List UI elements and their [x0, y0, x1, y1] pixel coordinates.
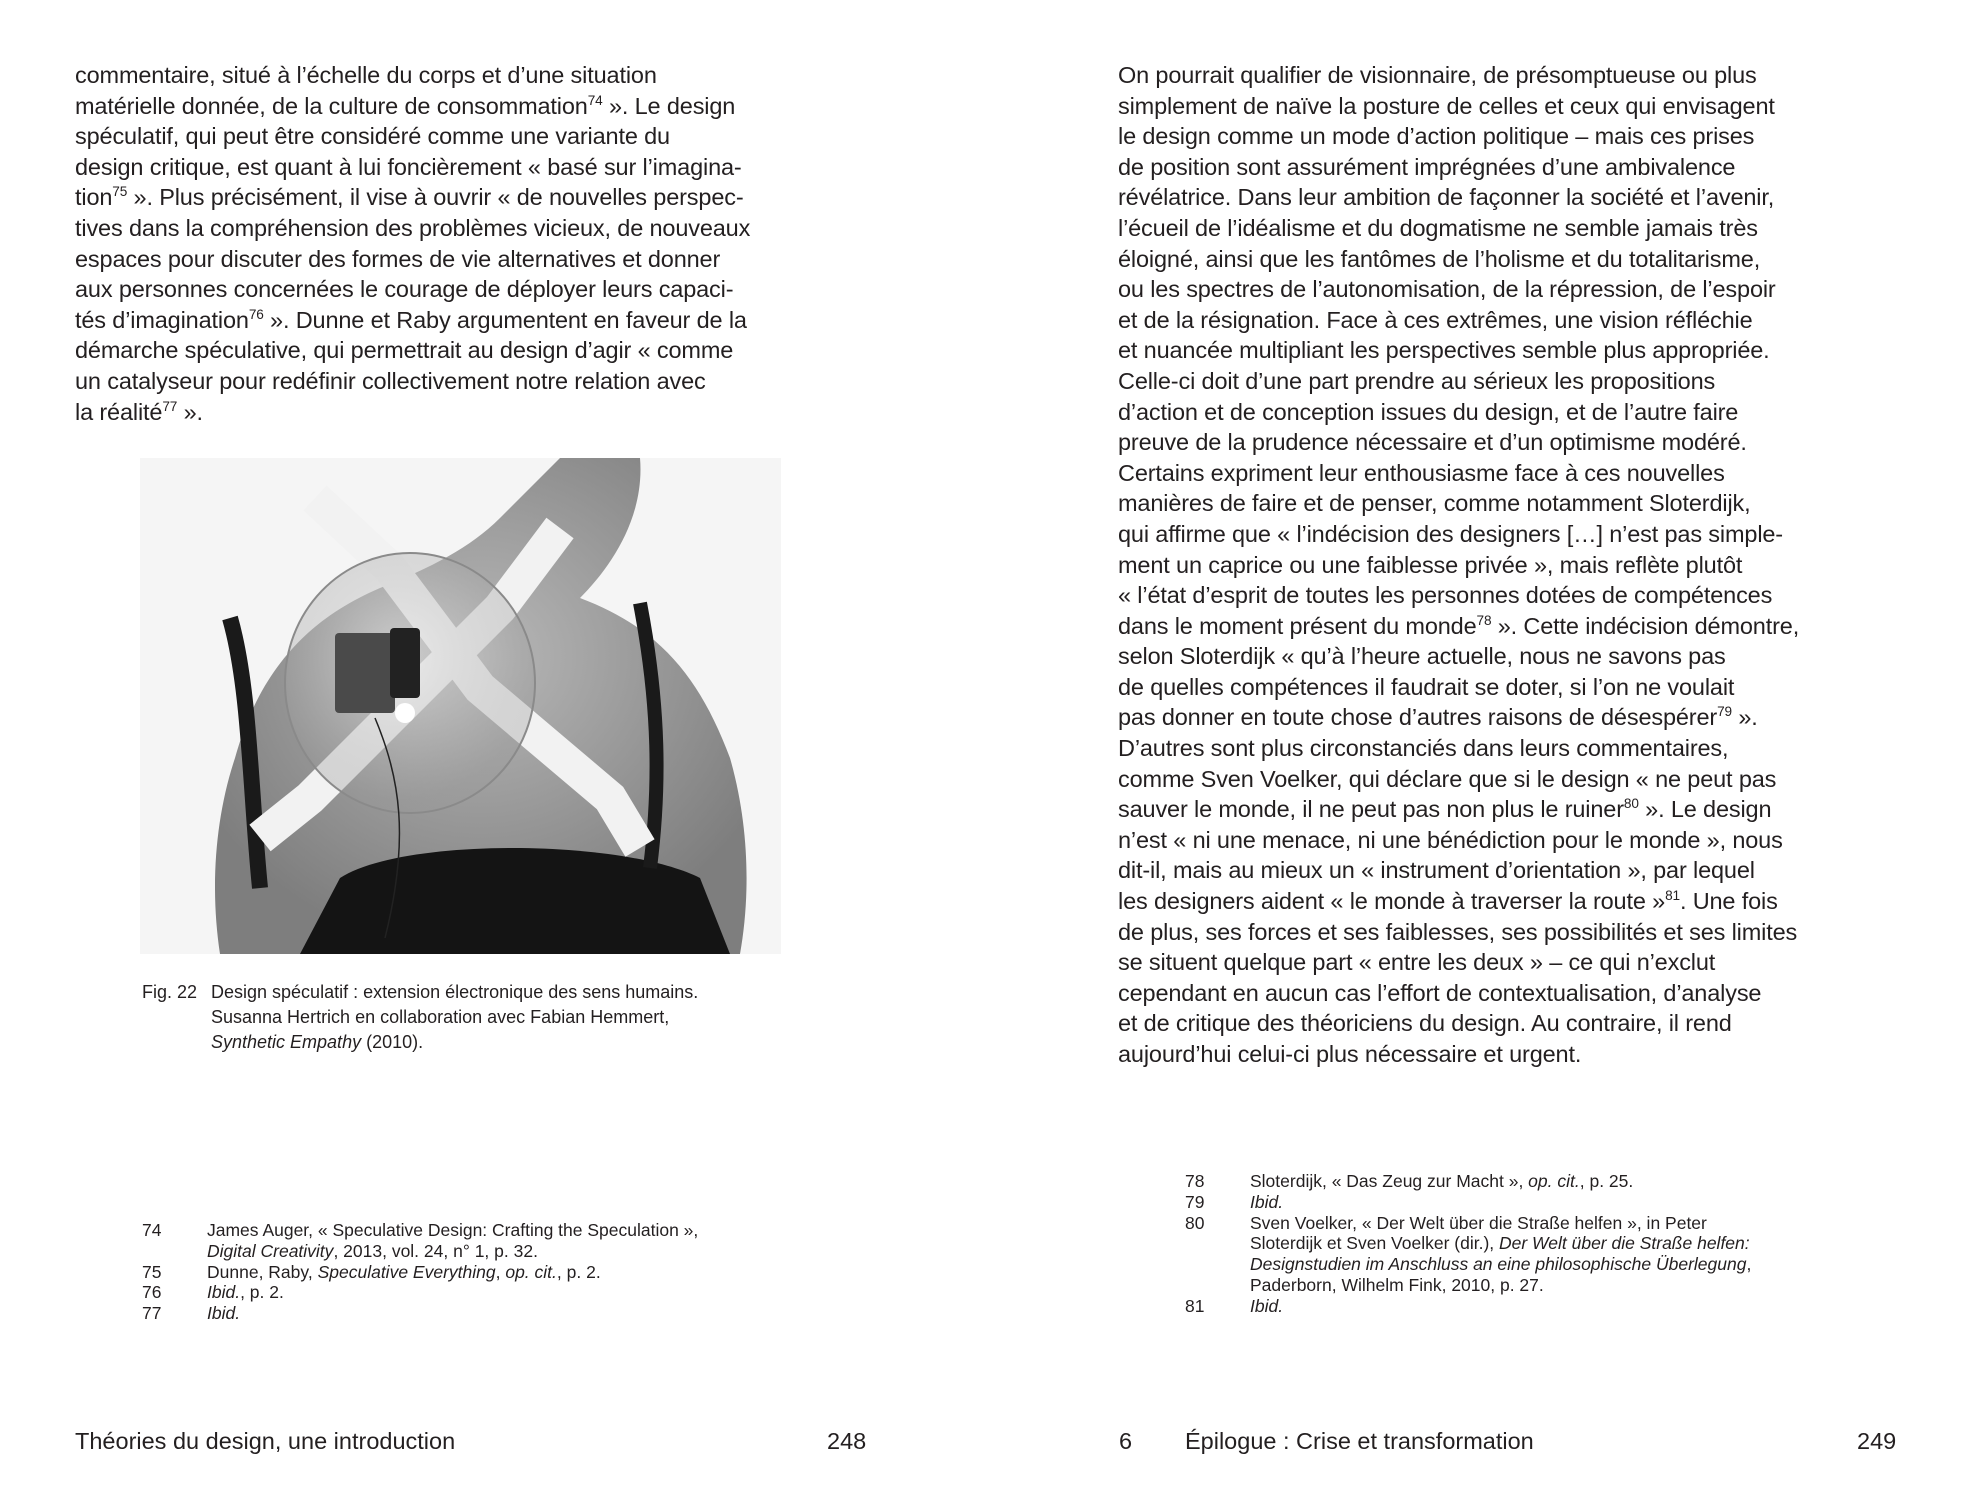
- right-page: [984, 0, 1968, 1496]
- body-line: comme Sven Voelker, qui déclare que si le design « ne peut pas: [1118, 765, 1777, 792]
- body-line: D’autres sont plus circonstanciés dans leurs commentaires,: [1118, 735, 1729, 762]
- photo-illustration: [140, 458, 781, 954]
- body-line: un catalyseur pour redéfinir collectivement notre relation avec: [75, 367, 706, 394]
- body-line: les designers aident « le monde à traverser la route »$^{81}$. Une fois: [1118, 888, 1778, 915]
- body-line: de plus, ses forces et ses faiblesses, ses possibilités et ses limites: [1118, 918, 1798, 945]
- footnotes-right: [1185, 1171, 1905, 1317]
- caption-line: [211, 1030, 842, 1055]
- figure-label: Fig. 22: [142, 982, 198, 1002]
- footnote-number: 79: [1185, 1191, 1205, 1212]
- body-line: aux personnes concernées le courage de déployer leurs capaci-: [75, 276, 734, 303]
- body-line: design critique, est quant à lui foncièrement « basé sur l’imagina-: [75, 153, 742, 180]
- body-line: se situent quelque part « entre les deux » – ce qui n’exclut: [1118, 949, 1716, 976]
- footnote-text: Sloterdijk, « Das Zeug zur Macht », op. cit., p. 25.: [1250, 1171, 1634, 1191]
- footnote-reference[interactable]: 78: [1476, 612, 1492, 628]
- body-line: le design comme un mode d’action politique – mais ces prises: [1118, 123, 1755, 150]
- body-line: dans le moment présent du monde$^{78}$ ». Cette indécision démontre,: [1118, 612, 1800, 639]
- right-body-text: [1118, 60, 1908, 1070]
- body-line: Celle-ci doit d’une part prendre au sérieux les propositions: [1118, 367, 1716, 394]
- body-line: Certains expriment leur enthousiasme face à ces nouvelles: [1118, 459, 1725, 486]
- body-line: et nuancée multipliant les perspectives semble plus appropriée.: [1118, 337, 1770, 364]
- body-line: révélatrice. Dans leur ambition de façonner la société et l’avenir,: [1118, 184, 1775, 211]
- body-line: espaces pour discuter des formes de vie alternatives et donner: [75, 245, 721, 272]
- footnote: [1185, 1171, 1905, 1192]
- caption-line: Susanna Hertrich en collaboration avec Fabian Hemmert,: [211, 1007, 670, 1027]
- body-line: de position sont assurément imprégnées d’une ambivalence: [1118, 153, 1736, 180]
- body-line: tés d’imagination$^{76}$ ». Dunne et Raby argumentent en faveur de la: [75, 306, 747, 333]
- caption-line: Design spéculatif : extension électronique des sens humains.: [211, 982, 699, 1002]
- footnote-reference[interactable]: 79: [1717, 704, 1732, 720]
- footnote-number: 75: [142, 1261, 162, 1282]
- body-line: simplement de naïve la posture de celles et ceux qui envisagent: [1118, 92, 1775, 119]
- footnote-reference[interactable]: 77: [162, 398, 178, 414]
- footnote-reference[interactable]: 74: [587, 92, 603, 108]
- body-line: de quelles compétences il faudrait se doter, si l’on ne voulait: [1118, 673, 1735, 700]
- running-head-chapter-title: Épilogue : Crise et transformation: [1185, 1428, 1534, 1454]
- body-line: ment un caprice ou une faiblesse privée », mais reflète plutôt: [1118, 551, 1743, 578]
- footnote-text: James Auger, « Speculative Design: Crafting the Speculation », Digital Creativity, 2013, vol. 24, n° 1, p. 32.: [207, 1220, 699, 1261]
- footnote: [1185, 1192, 1905, 1213]
- body-line: la réalité$^{77}$ ».: [75, 398, 203, 425]
- footnote: [1185, 1213, 1905, 1296]
- footnote-reference[interactable]: 81: [1665, 888, 1680, 904]
- caption-work-title: Synthetic Empathy: [211, 1032, 362, 1052]
- footnote-number: 80: [1185, 1212, 1205, 1233]
- body-line: dit-il, mais au mieux un « instrument d’orientation », par lequel: [1118, 857, 1755, 884]
- body-line: n’est « ni une menace, ni une bénédiction pour le monde », nous: [1118, 826, 1783, 853]
- footnote-text: Dunne, Raby, Speculative Everything, op. cit., p. 2.: [207, 1261, 601, 1282]
- footnote-number: 77: [142, 1303, 162, 1324]
- body-line: et de critique des théoriciens du design. Au contraire, il rend: [1118, 1010, 1732, 1037]
- footnote-text: Sven Voelker, « Der Welt über die Straße helfen », in Peter Sloterdijk et Sven Voelker (dir.), Der Welt über die Straße helfen: Designstudien im Anschluss an eine philosophische Überlegung, Paderborn, Wilhelm Fink, 2010, p. 27.: [1250, 1212, 1752, 1295]
- footnote: [142, 1282, 862, 1303]
- body-line: tives dans la compréhension des problèmes vicieux, de nouveaux: [75, 214, 751, 241]
- footnote-reference[interactable]: 76: [248, 306, 264, 322]
- footnote-number: 74: [142, 1220, 162, 1240]
- footnote-text: Ibid.: [1250, 1191, 1284, 1212]
- figure-caption: [142, 980, 842, 1055]
- body-line: sauver le monde, il ne peut pas non plus le ruiner$^{80}$ ». Le design: [1118, 796, 1772, 823]
- figure-photo: [140, 458, 781, 954]
- body-line: spéculatif, qui peut être considéré comme une variante du: [75, 123, 670, 150]
- footnote-number: 76: [142, 1282, 162, 1303]
- body-line: démarche spéculative, qui permettrait au design d’agir « comme: [75, 337, 734, 364]
- footnote-number: 78: [1185, 1171, 1205, 1191]
- footnote-text: Ibid.: [1250, 1295, 1284, 1316]
- footnote-number: 81: [1185, 1295, 1205, 1316]
- footnote-text: Ibid.: [207, 1303, 241, 1324]
- body-line: selon Sloterdijk « qu’à l’heure actuelle, nous ne savons pas: [1118, 643, 1726, 670]
- body-line: tion$^{75}$ ». Plus précisément, il vise à ouvrir « de nouvelles perspec-: [75, 184, 744, 211]
- body-line: et de la résignation. Face à ces extrêmes, une vision réfléchie: [1118, 306, 1753, 333]
- footnote: [142, 1303, 862, 1324]
- footnote-text: Ibid., p. 2.: [207, 1282, 284, 1303]
- body-line: preuve de la prudence nécessaire et d’un optimisme modéré.: [1118, 429, 1747, 456]
- page-number-left: 248: [827, 1428, 867, 1454]
- body-line: ou les spectres de l’autonomisation, de la répression, de l’espoir: [1118, 276, 1776, 303]
- body-line: commentaire, situé à l’échelle du corps et d’une situation: [75, 62, 657, 88]
- footnote: [1185, 1296, 1905, 1317]
- body-line: On pourrait qualifier de visionnaire, de présomptueuse ou plus: [1118, 62, 1757, 88]
- caption-year: (2010).: [361, 1032, 424, 1052]
- body-line: « l’état d’esprit de toutes les personnes dotées de compétences: [1118, 582, 1773, 609]
- body-line: pas donner en toute chose d’autres raisons de désespérer$^{79}$ ».: [1118, 704, 1758, 731]
- footnote: [142, 1220, 862, 1262]
- footnotes-left: [142, 1220, 862, 1324]
- body-line: qui affirme que « l’indécision des designers […] n’est pas simple-: [1118, 520, 1783, 547]
- running-head-book-title: Théories du design, une introduction: [75, 1428, 456, 1454]
- footnote-reference[interactable]: 75: [112, 184, 128, 200]
- left-body-text: [75, 60, 865, 427]
- body-line: aujourd’hui celui-ci plus nécessaire et urgent.: [1118, 1041, 1582, 1067]
- page-number-right: 249: [1857, 1428, 1897, 1454]
- footnote-reference[interactable]: 80: [1623, 796, 1639, 812]
- footnote: [142, 1262, 862, 1283]
- body-line: manières de faire et de penser, comme notamment Sloterdijk,: [1118, 490, 1751, 517]
- body-line: d’action et de conception issues du design, et de l’autre faire: [1118, 398, 1739, 425]
- body-line: l’écueil de l’idéalisme et du dogmatisme ne semble jamais très: [1118, 214, 1758, 241]
- body-line: matérielle donnée, de la culture de consommation$^{74}$ ». Le design: [75, 92, 736, 119]
- running-head-chapter-number: 6: [1119, 1428, 1133, 1454]
- body-line: cependant en aucun cas l’effort de contextualisation, d’analyse: [1118, 979, 1762, 1006]
- body-line: éloigné, ainsi que les fantômes de l’holisme et du totalitarisme,: [1118, 245, 1761, 272]
